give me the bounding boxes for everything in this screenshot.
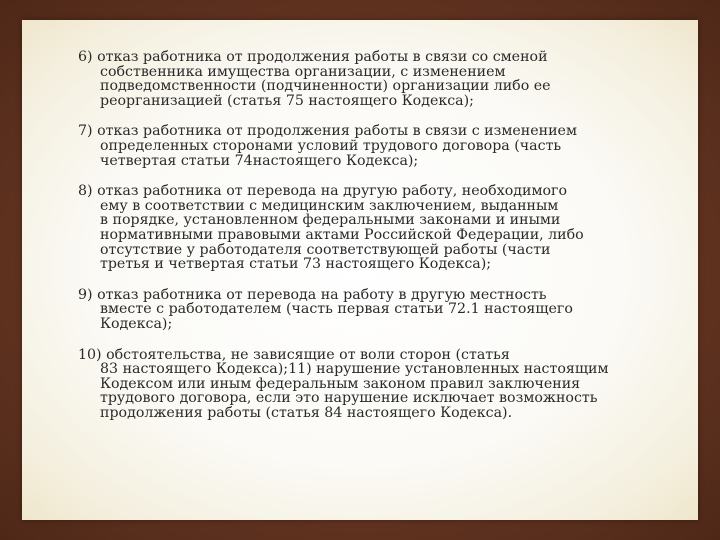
list-item-10-11: 10) обстоятельства, не зависящие от воли сторон (статья 83 настоящего Кодекса);11) нарушение установленных настоящим Кодексом или иным федеральным законом правил заключения трудового договора, если это нарушение исключает возможность продолжения работы (статья 84 настоящего Кодекса). (78, 346, 609, 421)
list-item-8: 8) отказ работника от перевода на другую работу, необходимого ему в соответствии с медицинским заключением, выданным в порядке, установленном федеральными законами и иными нормативными правовыми актами Российской Федерации, либо отсутствие у работодателя соответствующей работы (части третья и четвертая статьи 73 настоящего Кодекса); (78, 183, 584, 273)
list-item-6: 6) отказ работника от продолжения работы в связи со сменой собственника имущества организации, с изменением подведомственности (подчиненности) организации либо ее реорганизацией (статья 75 настоящего Кодекса); (78, 49, 551, 109)
list-item-9: 9) отказ работника от перевода на работу в другую местность вместе с работодателем (часть первая статьи 72.1 настоящего Кодекса); (78, 286, 573, 332)
slide-content (78, 50, 658, 420)
list-item-7: 7) отказ работника от продолжения работы в связи с изменением определенных сторонами условий трудового договора (часть четвертая статьи 74настоящего Кодекса); (78, 123, 577, 169)
